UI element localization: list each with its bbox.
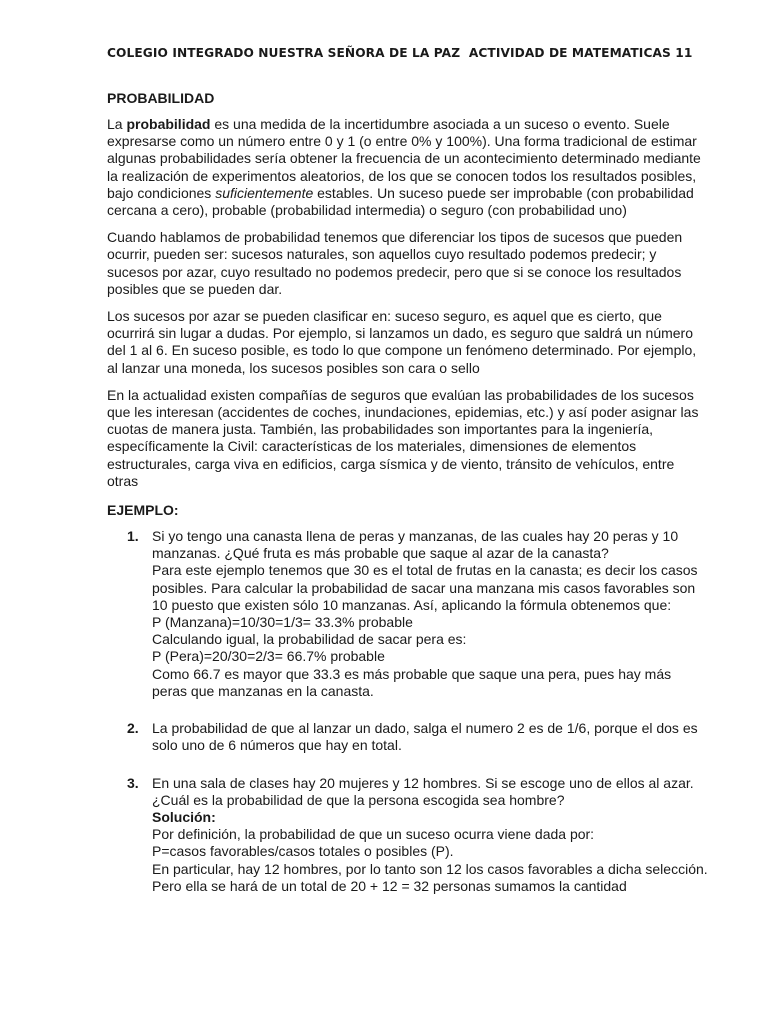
section-title: PROBABILIDAD (107, 90, 215, 106)
example-line: P (Pera)=20/30=2/3= 66.7% probable (152, 648, 385, 665)
example-number: 2. (127, 720, 139, 737)
example-item-3 (107, 775, 708, 895)
paragraph-definition (107, 116, 708, 219)
solution-label: Solución: (152, 808, 216, 825)
p1-italic: suficientemente (215, 184, 314, 201)
examples-list (107, 528, 708, 895)
example-line: Para este ejemplo tenemos que 30 es el total de frutas en la canasta; es decir los casos posibles. Para calcular la probabilidad de sacar una manzana mis casos favorables son 10 puesto que existen sólo 10 manzanas. Así, aplicando la fórmula obtenemos que: (152, 562, 698, 613)
example-line: La probabilidad de que al lanzar un dado, salga el numero 2 es de 1/6, porque el dos es solo uno de 6 números que hay en total. (152, 720, 698, 754)
p1-post: estables. Un suceso puede ser improbable (con probabilidad cercana a cero), probable (probabilidad intermedia) o seguro (con probabilidad uno) (107, 184, 694, 219)
example-number: 3. (127, 774, 139, 791)
example-line: En una sala de clases hay 20 mujeres y 12 hombres. Si se escoge uno de ellos al azar. ¿Cuál es la probabilidad de que la persona escogida sea hombre? (152, 774, 694, 808)
example-line: Calculando igual, la probabilidad de sacar pera es: (152, 631, 467, 648)
example-line: En particular, hay 12 hombres, por lo tanto son 12 los casos favorables a dicha selección. Pero ella se hará de un total de 20 + 12 = 32 personas sumamos la cantidad (152, 860, 708, 894)
example-line: P (Manzana)=10/30=1/3= 33.3% probable (152, 614, 413, 631)
example-item-2 (107, 720, 708, 754)
example-line: P=casos favorables/casos totales o posibles (P). (152, 843, 454, 860)
p1-pre: La (107, 116, 127, 132)
example-number: 1. (127, 528, 139, 545)
paragraph-types: Cuando hablamos de probabilidad tenemos que diferenciar los tipos de sucesos que pueden ocurrir, pueden ser: sucesos naturales, son aquellos cuyo resultado podemos predecir; y sucesos por azar, cuyo resultado no podemos predecir, pero que si se conoce los resultados posibles que se pueden dar. (107, 229, 683, 297)
document-header: COLEGIO INTEGRADO NUESTRA SEÑORA DE LA PAZ ACTIVIDAD DE MATEMATICAS 11 (107, 46, 693, 60)
paragraph-applications: En la actualidad existen compañías de seguros que evalúan las probabilidades de los sucesos que les interesan (accidentes de coches, inundaciones, epidemias, etc.) y así poder asignar las cuotas de manera justa. También, las probabilidades son importantes para la ingeniería, específicamente la Civil: características de los materiales, dimensiones de elementos estructurales, carga viva en edificios, carga sísmica y de viento, tránsito de vehículos, entre otras (107, 386, 699, 489)
p1-mid: es una medida de la incertidumbre asociada a un suceso o evento. Suele expresarse como un número entre 0 y 1 (o entre 0% y 100%). Una forma tradicional de estimar algunas probabilidades sería obtener la frecuencia de un acontecimiento determinado mediante la realización de experimentos aleatorios, de los que se conocen todos los resultados posibles, bajo condiciones (107, 116, 701, 201)
example-line: Por definición, la probabilidad de que un suceso ocurra viene dada por: (152, 826, 595, 843)
example-line: Si yo tengo una canasta llena de peras y manzanas, de las cuales hay 20 peras y 10 manzanas. ¿Qué fruta es más probable que saque al azar de la canasta? (152, 528, 679, 562)
p1-term: probabilidad (126, 116, 211, 132)
paragraph-classification: Los sucesos por azar se pueden clasificar en: suceso seguro, es aquel que es cierto, que ocurrirá sin lugar a dudas. Por ejemplo, si lanzamos un dado, es seguro que saldrá un número del 1 al 6. En suceso posible, es todo lo que compone un fenómeno determinado. Por ejemplo, al lanzar una moneda, los sucesos posibles son cara o sello (107, 308, 697, 376)
example-line: Como 66.7 es mayor que 33.3 es más probable que saque una pera, pues hay más peras que manzanas en la canasta. (152, 665, 672, 699)
example-title: EJEMPLO: (107, 502, 179, 519)
example-item-1 (107, 528, 708, 700)
